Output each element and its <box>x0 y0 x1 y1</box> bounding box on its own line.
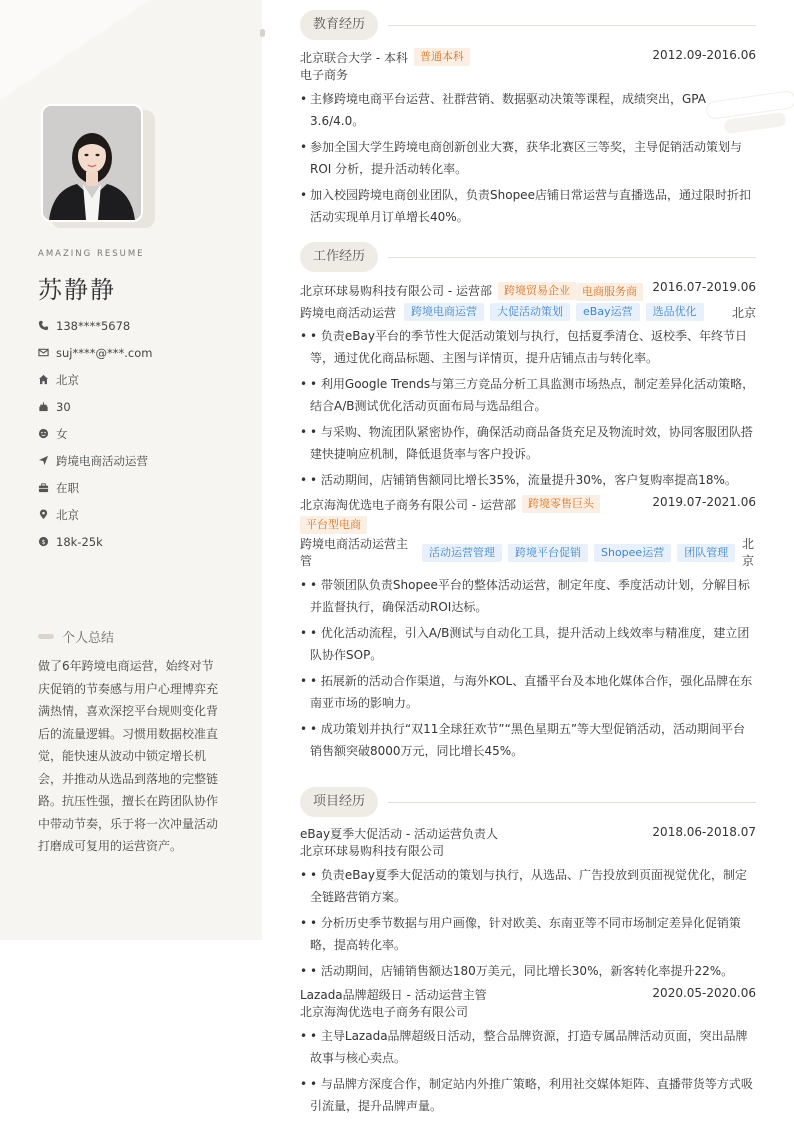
list-item: • 参加全国大学生跨境电商创新创业大赛，获华北赛区三等奖，主导促销活动策划与ROI 分析，提升活动转化率。 <box>300 136 756 180</box>
company-tag: 平台型电商 <box>300 516 367 534</box>
info-target-role <box>38 447 152 474</box>
summary-title: 个人总结 <box>62 631 115 646</box>
location-pin-icon <box>38 509 56 520</box>
list-item: • • 优化活动流程，引入A/B测试与自动化工具，提升活动上线效率与精准度，建立团队协作SOP。 <box>300 622 756 666</box>
education-date: 2012.09-2016.06 <box>652 48 756 62</box>
education-entry-header <box>300 48 756 66</box>
list-item: • • 负责eBay平台的季节性大促活动策划与执行，包括夏季清仓、返校季、年终节日等，通过优化商品标题、主图与详情页，提升店铺点击与转化率。 <box>300 325 756 369</box>
skill-tag: 活动运营管理 <box>422 544 502 562</box>
education-section <box>300 10 756 228</box>
list-item: • • 成功策划并执行“双11全球狂欢节”“黑色星期五”等大型促销活动，活动期间平台销售额突破8000万元，同比增长45%。 <box>300 718 756 762</box>
email-text: suj****@***.com <box>56 345 153 360</box>
project-header <box>300 986 756 1003</box>
list-item: • • 负责eBay夏季大促活动的策划与执行，从选品、广告投放到页面视觉优化，制定全链路营销方案。 <box>300 864 756 908</box>
cake-icon <box>38 401 56 412</box>
company-name: 北京海淘优选电子商务有限公司 - 运营部 <box>300 497 516 512</box>
school-name: 北京联合大学 - 本科 <box>300 50 408 65</box>
company-tag: 电商服务商 <box>576 283 643 301</box>
list-item: • • 与采购、物流团队紧密协作，确保活动商品备货充足及物流时效，协同客服团队搭建快捷响应机制，降低退货率与客户投诉。 <box>300 421 756 465</box>
sidebar <box>0 0 262 940</box>
gender-icon <box>38 428 56 439</box>
corner-decoration <box>0 0 150 100</box>
project-date: 2020.05-2020.06 <box>652 986 756 1000</box>
job-header-left <box>300 280 643 301</box>
project-company: 北京环球易购科技有限公司 <box>300 844 445 858</box>
home-icon <box>38 374 56 385</box>
section-title: 工作经历 <box>300 242 378 272</box>
job-city: 北京 <box>742 537 755 568</box>
contact-info-list <box>38 312 152 555</box>
list-item: • • 带领团队负责Shopee平台的整体活动运营，制定年度、季度活动计划，分解目标并监督执行，确保活动ROI达标。 <box>300 574 756 618</box>
job-position-row <box>300 303 756 321</box>
phone-text: 138****5678 <box>56 318 131 333</box>
section-title: 项目经历 <box>300 787 378 817</box>
summary-heading <box>38 627 114 646</box>
project-name: eBay夏季大促活动 - 活动运营负责人 <box>300 827 499 841</box>
job-city: 北京 <box>731 305 756 320</box>
company-tag: 跨境贸易企业 <box>498 282 576 300</box>
job-position-row <box>300 536 756 570</box>
project-name: Lazada品牌超级日 - 活动运营主管 <box>300 988 487 1002</box>
skill-tag: 大促活动策划 <box>490 303 570 321</box>
job-header-left <box>300 495 652 534</box>
major: 电子商务 <box>300 68 349 82</box>
info-phone <box>38 312 152 339</box>
mail-icon <box>38 347 56 358</box>
project-bullets <box>300 1025 756 1117</box>
list-item: • • 主导Lazada品牌超级日活动，整合品牌资源，打造专属品牌活动页面，突出品牌故事与核心卖点。 <box>300 1025 756 1069</box>
skill-tag: 跨境平台促销 <box>508 544 588 562</box>
skill-tag: 跨境电商运营 <box>404 303 484 321</box>
job-header <box>300 280 756 301</box>
section-divider <box>388 25 756 26</box>
info-status <box>38 474 152 501</box>
skill-tag: 选品优化 <box>646 303 704 321</box>
list-item: • 主修跨境电商平台运营、社群营销、数据驱动决策等课程，成绩突出，GPA 3.6/4.0。 <box>300 88 756 132</box>
education-entry-left <box>300 48 470 66</box>
hometown-text: 北京 <box>56 372 79 387</box>
svg-text:$: $ <box>41 537 46 546</box>
list-item: • • 与品牌方深度合作，制定站内外推广策略，利用社交媒体矩阵、直播带货等方式吸引流量，提升品牌声量。 <box>300 1073 756 1117</box>
job-position: 跨境电商活动运营 <box>300 305 397 320</box>
work-section <box>300 242 756 762</box>
profile-photo-illustration <box>43 106 141 220</box>
info-salary <box>38 528 152 555</box>
resume-tagline: AMAZING RESUME <box>38 249 145 259</box>
job-position-left <box>300 536 741 570</box>
job-position-left <box>300 303 710 321</box>
candidate-name: 苏静静 <box>38 276 116 304</box>
section-header <box>300 10 756 40</box>
section-title: 教育经历 <box>300 10 378 40</box>
list-item: • 加入校园跨境电商创业团队，负责Shopee店铺日常运营与直播选品，通过限时折扣活动实现单月订单增长40%。 <box>300 184 756 228</box>
company-name: 北京环球易购科技有限公司 - 运营部 <box>300 284 492 298</box>
skill-tag: eBay运营 <box>576 303 640 321</box>
list-item: • • 利用Google Trends与第三方竞品分析工具监测市场热点，制定差异化活动策略，结合A/B测试优化活动页面布局与选品组合。 <box>300 373 756 417</box>
status-text: 在职 <box>56 480 79 495</box>
phone-icon <box>38 320 56 331</box>
section-header <box>300 787 756 817</box>
project-bullets <box>300 864 756 982</box>
job-bullets <box>300 574 756 762</box>
job-date: 2016.07-2019.06 <box>652 280 756 294</box>
skill-tags <box>422 544 741 562</box>
job-date: 2019.07-2021.06 <box>652 495 756 509</box>
section-divider <box>388 257 756 258</box>
education-bullets <box>300 88 756 228</box>
school-tag: 普通本科 <box>414 48 470 66</box>
job-position: 跨境电商活动运营主管 <box>300 537 409 568</box>
section-divider <box>388 802 756 803</box>
summary-heading-bar <box>38 634 54 639</box>
project-header <box>300 825 756 842</box>
target-role-text: 跨境电商活动运营 <box>56 453 148 468</box>
sidebar-edge-dot <box>260 29 265 37</box>
gender-text: 女 <box>56 426 68 441</box>
list-item: • • 分析历史季节数据与用户画像，针对欧美、东南亚等不同市场制定差异化促销策略，提高转化率。 <box>300 912 756 956</box>
skill-tags <box>404 303 710 321</box>
info-home <box>38 366 152 393</box>
salary-icon <box>38 536 56 547</box>
job-bullets <box>300 325 756 491</box>
briefcase-icon <box>38 482 56 493</box>
age-text: 30 <box>56 399 71 414</box>
summary-text: 做了6年跨境电商运营，始终对节庆促销的节奏感与用户心理博弈充满热情，喜欢深挖平台规则变化背后的流量逻辑。习惯用数据校准直觉，能快速从波动中锁定增长机会，并推动从选品到落地的完整链路。抗压性强，擅长在跨团队协作中带动节奏，乐于将一次冲量活动打磨成可复用的运营资产。 <box>38 659 219 853</box>
projects-section <box>300 787 756 1117</box>
avatar <box>41 104 145 222</box>
company-tag: 跨境零售巨头 <box>522 495 600 513</box>
job-header <box>300 495 756 534</box>
salary-text: 18k-25k <box>56 534 103 549</box>
list-item: • • 活动期间，店铺销售额同比增长35%，流量提升30%，客户复购率提高18%。 <box>300 469 756 491</box>
info-location <box>38 501 152 528</box>
send-icon <box>38 455 56 466</box>
list-item: • • 拓展新的活动合作渠道，与海外KOL、直播平台及本地化媒体合作，强化品牌在东南亚市场的影响力。 <box>300 670 756 714</box>
location-text: 北京 <box>56 507 79 522</box>
project-company: 北京海淘优选电子商务有限公司 <box>300 1005 469 1019</box>
skill-tag: Shopee运营 <box>594 544 671 562</box>
list-item: • • 活动期间，店铺销售额达180万美元，同比增长30%，新客转化率提升22%。 <box>300 960 756 982</box>
info-email <box>38 339 152 366</box>
info-gender <box>38 420 152 447</box>
section-header <box>300 242 756 272</box>
skill-tag: 团队管理 <box>677 544 735 562</box>
project-date: 2018.06-2018.07 <box>652 825 756 839</box>
profile-photo <box>41 104 143 222</box>
info-age <box>38 393 152 420</box>
